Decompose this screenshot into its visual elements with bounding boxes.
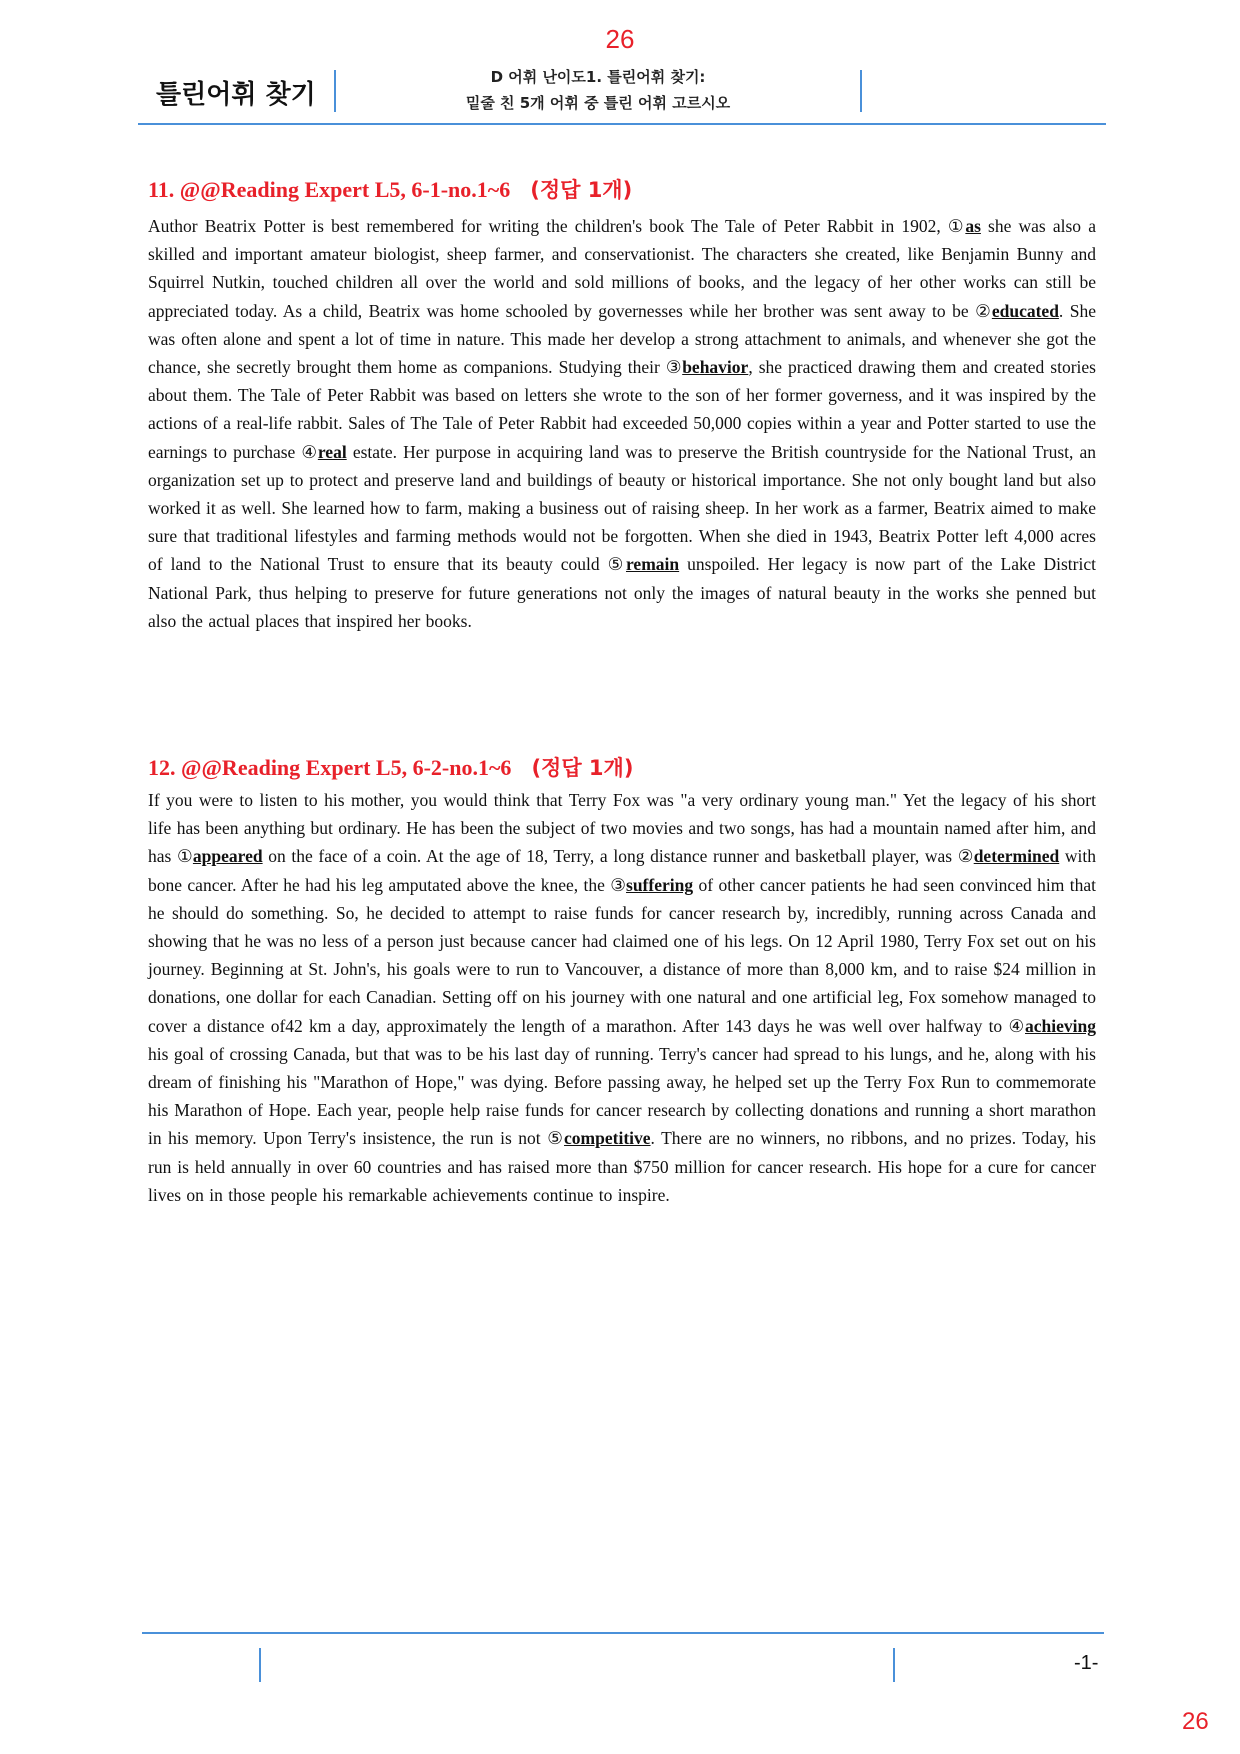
underlined-word: as [965,216,981,236]
passage-text: of other cancer patients he had seen convinced him that he should do something. So, he decided to attempt to raise funds for cancer research by, incredibly, running across Canada and showing that he was no less of a person just because cancer had claimed one of his legs. On 12 April 1980, Terry Fox set out on his journey. Beginning at St. John's, his goals were to run to Vancouver, a distance of more than 8,000 km, and to raise $24 million in donations, one dollar for each Canadian. Setting off on his journey with one natural and one artificial leg, Fox somehow managed to cover a distance of42 km a day, approximately the length of a marathon. After 143 days he was well over halfway to [148,874,1096,1036]
choice-marker: ⑤ [607,554,626,575]
passage-text: . There are no winners, no ribbons, and no prizes. Today, his run is held annually in over 60 countries and has raised more than $750 million for cancer research. His hope for a cure for cancer lives on in those people his remarkable achievements continue to inspire. [148,1128,1096,1205]
underlined-word: competitive [564,1128,651,1149]
choice-marker: ① [947,216,966,236]
footer-page-label: -1- [1074,1652,1099,1674]
answer-note: (정답 1개) [530,178,633,202]
choice-marker: ③ [665,357,683,378]
underlined-word: appeared [192,846,263,867]
footer-divider-right [893,1648,895,1682]
header-subtitle-line2: 밑줄 친 5개 어휘 중 틀린 어휘 고르시오 [465,94,731,112]
header-subtitle-line1: D 어휘 난이도1. 틀린어휘 찾기: [490,68,706,86]
passage-text: . She was often alone and spent a lot of time in nature. This made her develop a strong attachment to animals, and whenever she got the chance, she secretly brought them home as companions. Studying their [148,300,1096,378]
choice-marker: ② [957,846,974,867]
passage-text: on the face of a coin. At the age of 18, Terry, a long distance runner and basketball player, was [262,846,958,867]
question-11-title [148,174,632,204]
footer-rule [142,1632,1104,1634]
question-title-text: 11. @@Reading Expert L5, 6-1-no.1~6 [148,177,511,202]
passage-text: If you were to listen to his mother, you would think that Terry Fox was "a very ordinary young man." Yet the legacy of his short life has been anything but ordinary. He has been the subject of two movies and two songs, has had a mountain named after him, and has [148,790,1096,867]
passage-text: his goal of crossing Canada, but that was to be his last day of running. Terry's cancer had spread to his lungs, and he, along with his dream of finishing his "Marathon of Hope," was dying. Before passing away, he helped set up the Terry Fox Run to commemorate his Marathon of Hope. Each year, people help raise funds for cancer research by collecting donations and running a short marathon in his memory. Upon Terry's insistence, the run is not [148,1043,1096,1149]
passage-text: she was also a skilled and important amateur biologist, sheep farmer, and conservationist. The characters she created, like Benjamin Bunny and Squirrel Nutkin, touched children all over the world and sold millions of books, and the legacy of her other works can still be appreciated today. As a child, Beatrix was home schooled by governesses while her brother was sent away to be [148,216,1096,321]
choice-marker: ⑤ [547,1128,565,1149]
passage-text: estate. Her purpose in acquiring land was to preserve the British countryside for the National Trust, an organization set up to protect and preserve land and buildings of beauty or historical importance. She not only bought land but also worked it as well. She learned how to farm, making a business out of raising sheep. In her work as a farmer, Beatrix aimed to make sure that traditional lifestyles and farming methods would not be forgotten. When she died in 1943, Beatrix Potter left 4,000 acres of land to the National Trust to ensure that its beauty could [148,441,1096,575]
underlined-word: remain [625,554,680,575]
passage-text: with bone cancer. After he had his leg amputated above the knee, the [148,846,1096,895]
page-number-bottom: 26 [1182,1708,1209,1735]
underlined-word: educated [991,300,1059,321]
passage-text: unspoiled. Her legacy is now part of the Lake District National Park, thus helping to preserve for future generations not only the images of natural beauty in the works she penned but also the actual places that inspired her books. [148,554,1096,631]
passage-text: Author Beatrix Potter is best remembered for writing the children's book The Tale of Peter Rabbit in 1902, [148,216,948,236]
header-divider-right [860,70,862,112]
page-number-top: 26 [605,24,635,54]
header-divider-left [334,70,336,112]
choice-marker: ④ [301,441,318,462]
underlined-word: determined [973,846,1060,867]
choice-marker: ③ [610,874,627,895]
choice-marker: ② [975,300,992,321]
question-title-text: 12. @@Reading Expert L5, 6-2-no.1~6 [148,755,512,780]
header-title: 틀린어휘 찾기 [156,80,316,110]
answer-note: (정답 1개) [531,756,634,780]
underlined-word: achieving [1025,1015,1096,1036]
question-12-title [148,752,633,782]
header-rule [138,123,1106,125]
question-12-passage [148,786,1096,1209]
underlined-word: suffering [626,874,694,895]
question-11-passage [148,212,1096,635]
underlined-word: real [317,441,347,462]
passage-text: , she practiced drawing them and created stories about them. The Tale of Peter Rabbit was based on letters she wrote to the son of her former governess, and it was inspired by the actions of a real-life rabbit. Sales of The Tale of Peter Rabbit had exceeded 50,000 copies within a year and Potter started to use the earnings to purchase [148,357,1096,462]
footer-divider-left [259,1648,261,1682]
underlined-word: behavior [682,357,749,378]
choice-marker: ① [176,846,193,867]
choice-marker: ④ [1008,1015,1026,1036]
page-header [138,62,1106,124]
